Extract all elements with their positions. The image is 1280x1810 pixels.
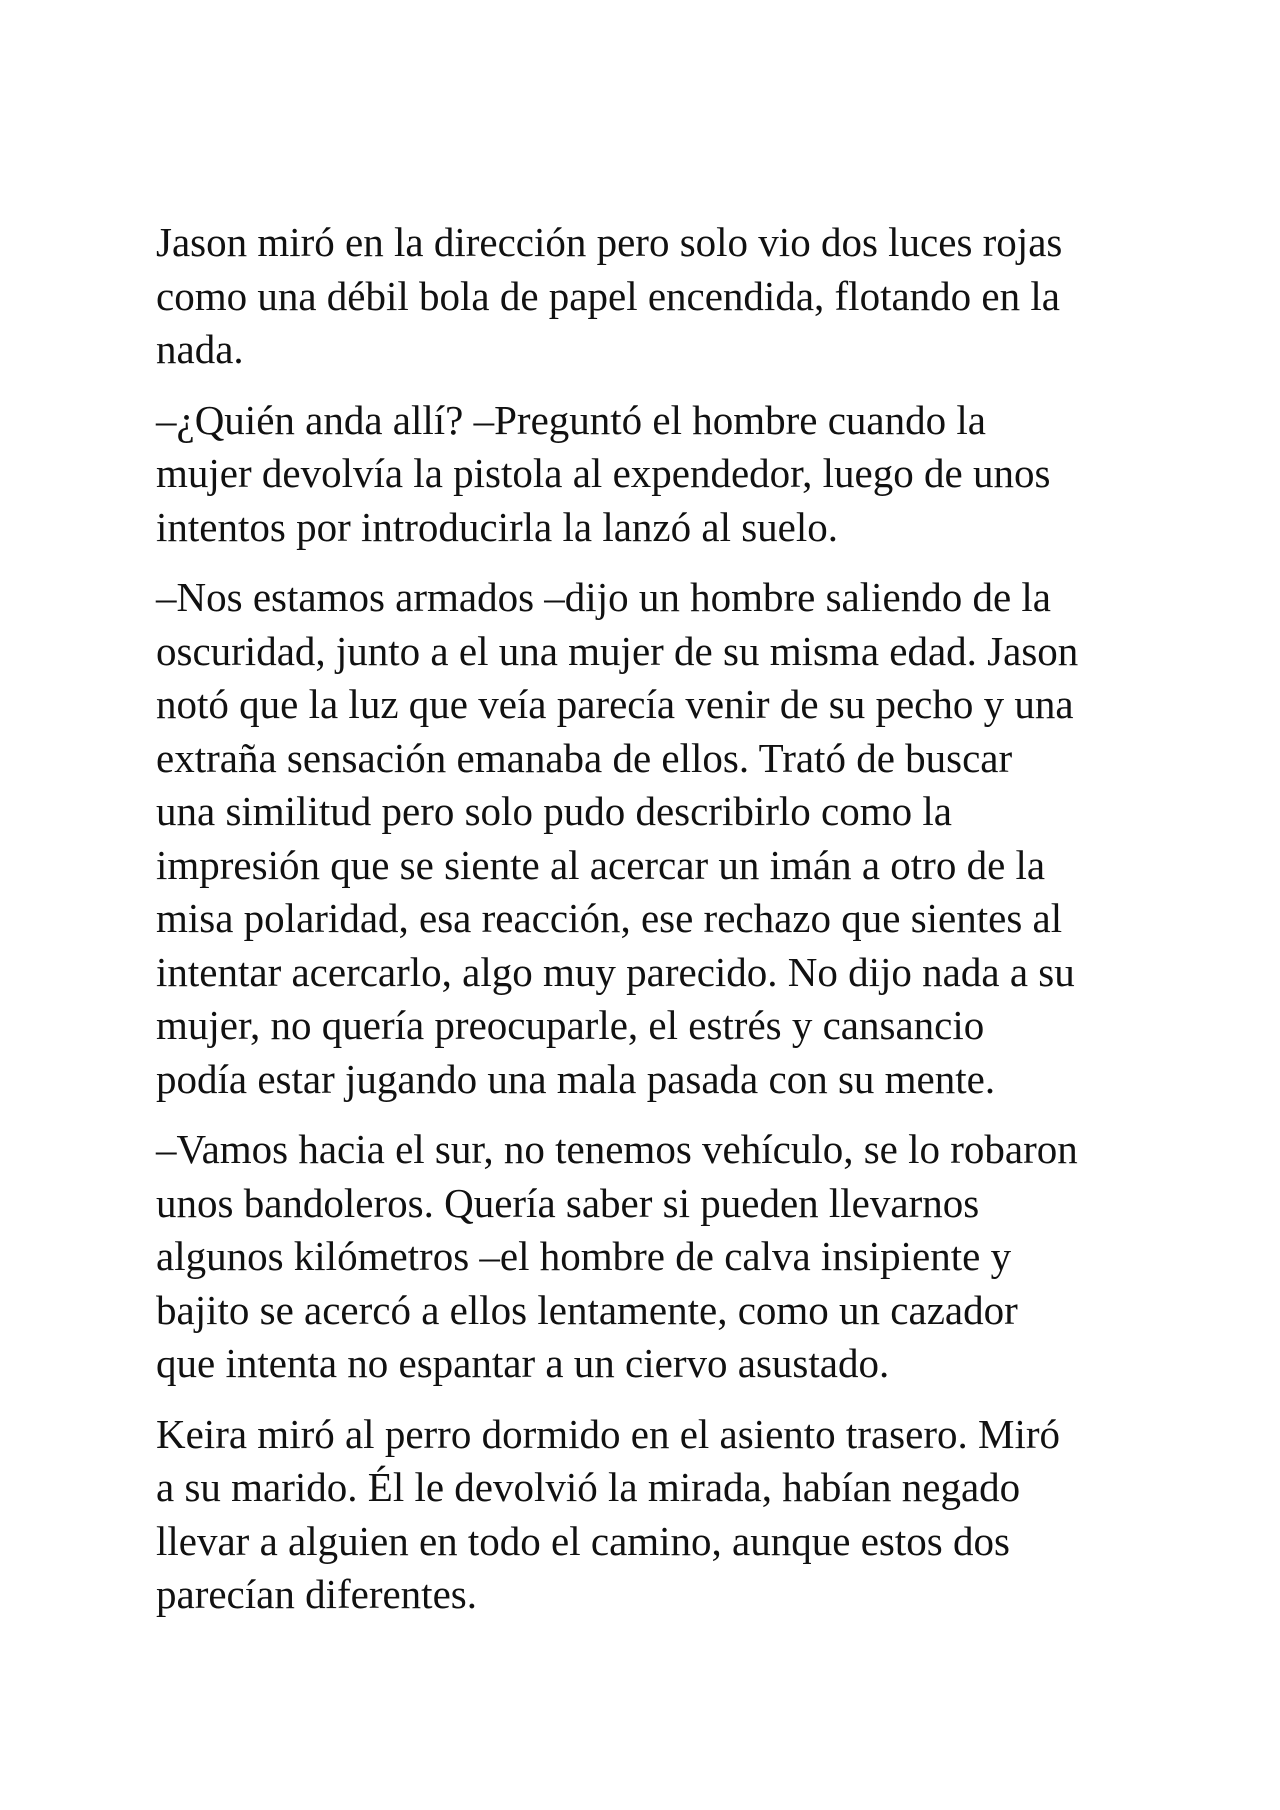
- text-line: –¿Quién anda allí? –Preguntó el hombre cuando la: [156, 396, 986, 443]
- paragraph-4: [156, 1123, 1136, 1391]
- text-line: podía estar jugando una mala pasada con su mente.: [156, 1055, 996, 1102]
- text-line: unos bandoleros. Quería saber si pueden llevarnos: [156, 1179, 980, 1226]
- text-line: extraña sensación emanaba de ellos. Trató de buscar: [156, 734, 1013, 781]
- text-line: a su marido. Él le devolvió la mirada, habían negado: [156, 1464, 1021, 1510]
- text-line: impresión que se siente al acercar un imán a otro de la: [156, 841, 1046, 888]
- text-line: oscuridad, junto a el una mujer de su misma edad. Jason: [156, 627, 1079, 674]
- text-line: mujer, no quería preocuparle, el estrés y cansancio: [156, 1002, 985, 1048]
- text-line: parecían diferentes.: [156, 1571, 477, 1617]
- text-line: bajito se acercó a ellos lentamente, como un cazador: [156, 1286, 1018, 1333]
- text-line: algunos kilómetros –el hombre de calva insipiente y: [156, 1233, 1012, 1279]
- text-line: como una débil bola de papel encendida, flotando en la: [156, 272, 1060, 319]
- text-line: notó que la luz que veía parecía venir de su pecho y una: [156, 681, 1074, 727]
- text-line: intentar acercarlo, algo muy parecido. No dijo nada a su: [156, 948, 1075, 995]
- paragraph-3: [156, 571, 1136, 1106]
- text-line: –Nos estamos armados –dijo un hombre saliendo de la: [156, 574, 1051, 620]
- paragraph-1: [156, 216, 1136, 377]
- text-line: Keira miró al perro dormido en el asiento trasero. Miró: [156, 1410, 1060, 1457]
- paragraph-5: [156, 1408, 1136, 1622]
- text-line: misa polaridad, esa reacción, ese rechazo que sientes al: [156, 895, 1063, 941]
- paragraph-2: [156, 394, 1136, 555]
- text-line: llevar a alguien en todo el camino, aunque estos dos: [156, 1517, 1010, 1564]
- text-line: mujer devolvía la pistola al expendedor, luego de unos: [156, 450, 1051, 496]
- body-text: [156, 216, 1136, 1639]
- text-line: Jason miró en la dirección pero solo vio dos luces rojas: [156, 219, 1063, 265]
- text-line: intentos por introducirla la lanzó al suelo.: [156, 503, 839, 550]
- text-line: –Vamos hacia el sur, no tenemos vehículo, se lo robaron: [156, 1126, 1078, 1172]
- text-line: que intenta no espantar a un ciervo asustado.: [156, 1340, 890, 1386]
- text-line: nada.: [156, 326, 244, 372]
- text-line: una similitud pero solo pudo describirlo como la: [156, 788, 952, 834]
